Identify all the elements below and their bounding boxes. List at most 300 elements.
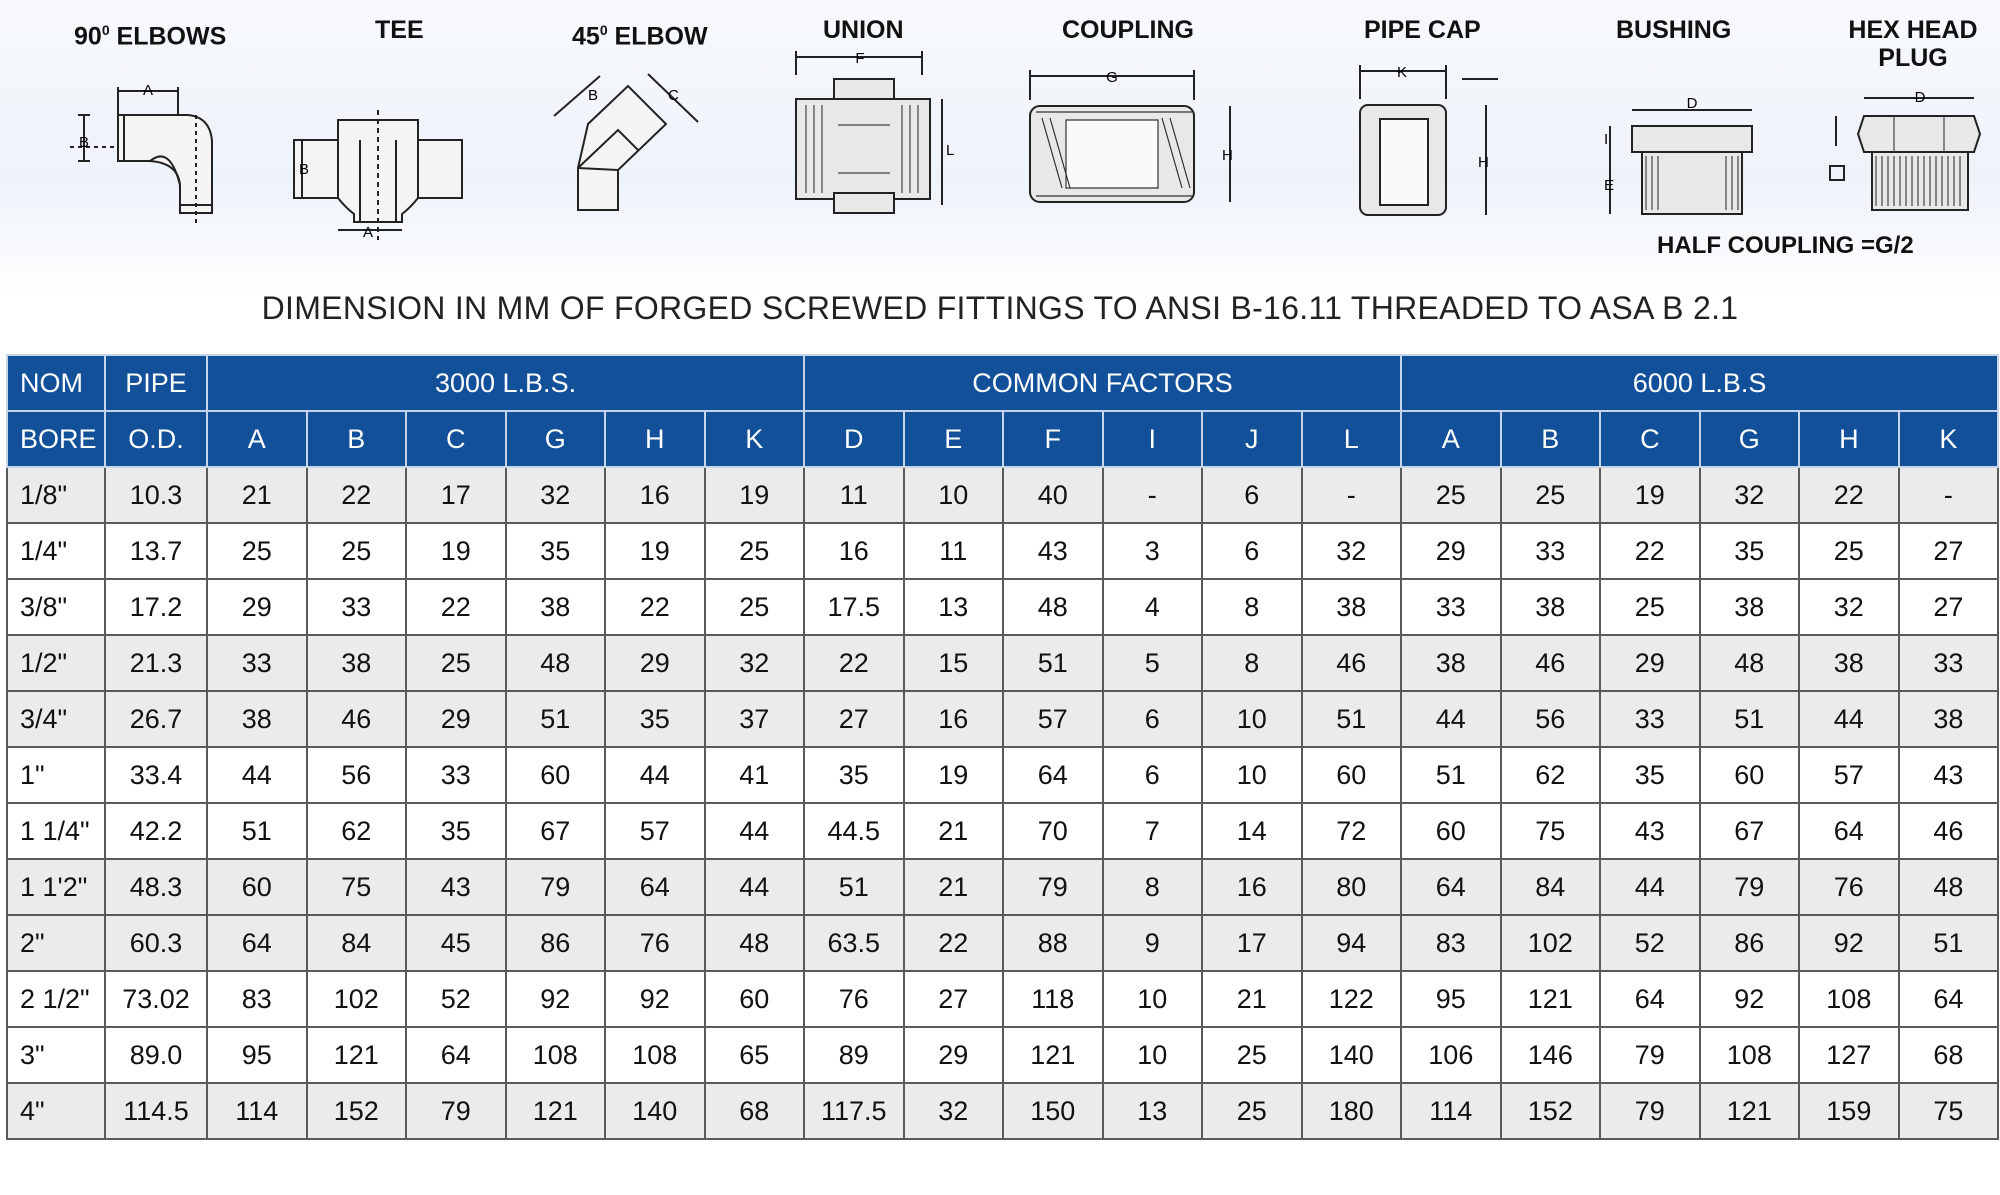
table-body (7, 467, 1998, 1139)
dimension-cell: 25 (406, 635, 506, 691)
dimension-cell: 75 (307, 859, 407, 915)
pipe-od-cell: 10.3 (105, 467, 207, 523)
dimension-cell: 35 (506, 523, 606, 579)
dimension-cell: 51 (1401, 747, 1501, 803)
dimension-cell: 44 (705, 803, 805, 859)
dimension-cell: 25 (705, 523, 805, 579)
bushing-drawing (1582, 92, 1762, 222)
dimension-cell: 64 (1899, 971, 1999, 1027)
dimension-cell: 10 (904, 467, 1004, 523)
dimension-cell: 152 (1501, 1083, 1601, 1139)
dimension-cell: 64 (1401, 859, 1501, 915)
dimension-cell: 17 (406, 467, 506, 523)
dimension-cell: 32 (904, 1083, 1004, 1139)
dimension-cell: 19 (605, 523, 705, 579)
coupling-drawing (1026, 60, 1246, 220)
pipe-cap-drawing (1350, 55, 1510, 225)
dimension-cell: 64 (207, 915, 307, 971)
table-row (7, 747, 1998, 803)
dimension-cell: 38 (1501, 579, 1601, 635)
dimension-cell: 25 (1600, 579, 1700, 635)
dimension-cell: 76 (1799, 859, 1899, 915)
dimension-cell: 10 (1202, 691, 1302, 747)
dimension-cell: 121 (506, 1083, 606, 1139)
column-header: C (1600, 411, 1700, 467)
table-row (7, 635, 1998, 691)
dimension-cell: 25 (1202, 1027, 1302, 1083)
dimension-cell: 64 (406, 1027, 506, 1083)
dimension-cell: 108 (1799, 971, 1899, 1027)
table-row (7, 859, 1998, 915)
dimension-cell: 114 (207, 1083, 307, 1139)
dimension-cell: 114 (1401, 1083, 1501, 1139)
dimension-cell: 35 (1600, 747, 1700, 803)
dimension-cell: 9 (1103, 915, 1203, 971)
dimension-cell: 13 (1103, 1083, 1203, 1139)
dimension-cell: 22 (605, 579, 705, 635)
dimension-cell: 79 (1600, 1083, 1700, 1139)
dimension-cell: 38 (506, 579, 606, 635)
dimension-cell: 46 (1899, 803, 1999, 859)
dimension-cell: 25 (1401, 467, 1501, 523)
dimension-cell: 46 (1501, 635, 1601, 691)
dimension-cell: 51 (1700, 691, 1800, 747)
dimension-cell: 22 (904, 915, 1004, 971)
dimension-cell: 3 (1103, 523, 1203, 579)
dimension-cell: 76 (605, 915, 705, 971)
pipe-od-cell: 13.7 (105, 523, 207, 579)
dimension-cell: 41 (705, 747, 805, 803)
dimension-cell: 95 (1401, 971, 1501, 1027)
dimension-cell: 38 (307, 635, 407, 691)
dimension-cell: 67 (1700, 803, 1800, 859)
dimension-cell: 56 (1501, 691, 1601, 747)
column-header: K (705, 411, 805, 467)
dimension-cell: 92 (506, 971, 606, 1027)
dimension-cell: 10 (1103, 1027, 1203, 1083)
dimension-cell: 32 (1302, 523, 1402, 579)
column-header: E (904, 411, 1004, 467)
dimension-cell: 159 (1799, 1083, 1899, 1139)
dimension-cell: 95 (207, 1027, 307, 1083)
dimension-cell: 70 (1003, 803, 1103, 859)
union-drawing (790, 45, 960, 215)
dimension-cell: 80 (1302, 859, 1402, 915)
dimension-cell: 27 (1899, 523, 1999, 579)
dimension-cell: 38 (1700, 579, 1800, 635)
dimension-cell: 60 (1401, 803, 1501, 859)
dimension-cell: 32 (1799, 579, 1899, 635)
dimension-cell: 60 (705, 971, 805, 1027)
dim-f: F (855, 50, 865, 67)
dimension-cell: 68 (705, 1083, 805, 1139)
column-header: A (1401, 411, 1501, 467)
dimension-cell: 22 (804, 635, 904, 691)
dimension-cell: 57 (1799, 747, 1899, 803)
dimension-cell: 121 (307, 1027, 407, 1083)
dimension-cell: 29 (406, 691, 506, 747)
label-union: UNION (823, 16, 904, 44)
dimension-cell: 22 (307, 467, 407, 523)
dimension-cell: 29 (904, 1027, 1004, 1083)
dimension-cell: 76 (804, 971, 904, 1027)
dimension-cell: 62 (1501, 747, 1601, 803)
dimension-cell: 52 (1600, 915, 1700, 971)
pipe-od-cell: 26.7 (105, 691, 207, 747)
dimension-cell: 32 (506, 467, 606, 523)
dim-h: H (1222, 147, 1233, 164)
dimension-cell: 19 (1600, 467, 1700, 523)
dimension-cell: 15 (904, 635, 1004, 691)
column-header: F (1003, 411, 1103, 467)
dimension-cell: 35 (605, 691, 705, 747)
dim-i: I (1604, 131, 1609, 148)
dimension-cell: 121 (1700, 1083, 1800, 1139)
column-header: H (605, 411, 705, 467)
label-45-elbow: $45^0$ ELBOW (572, 22, 708, 51)
pipe-od-cell: 21.3 (105, 635, 207, 691)
dimension-cell: 25 (705, 579, 805, 635)
dimension-cell: 152 (307, 1083, 407, 1139)
dimension-cell: 37 (705, 691, 805, 747)
dimension-cell: 92 (1700, 971, 1800, 1027)
dimension-cell: 27 (1899, 579, 1999, 635)
dimension-cell: 75 (1899, 1083, 1999, 1139)
dimension-cell: 35 (804, 747, 904, 803)
dimension-cell: 106 (1401, 1027, 1501, 1083)
dimension-cell: 121 (1501, 971, 1601, 1027)
dimension-cell: 72 (1302, 803, 1402, 859)
dimension-cell: 108 (1700, 1027, 1800, 1083)
dimension-cell: 19 (705, 467, 805, 523)
dimension-cell: 68 (1899, 1027, 1999, 1083)
dimension-cell: - (1899, 467, 1999, 523)
column-header: J (1202, 411, 1302, 467)
dimension-cell: 33 (307, 579, 407, 635)
table-row (7, 915, 1998, 971)
dimension-cell: 79 (1700, 859, 1800, 915)
dimension-table (6, 354, 1999, 1140)
dimension-cell: 10 (1202, 747, 1302, 803)
dimension-cell: 48 (1700, 635, 1800, 691)
dimension-cell: 13 (904, 579, 1004, 635)
dimension-cell: 21 (207, 467, 307, 523)
dimension-cell: - (1302, 467, 1402, 523)
dimension-cell: 48 (705, 915, 805, 971)
pipe-od-cell: 73.02 (105, 971, 207, 1027)
dimension-cell: 140 (605, 1083, 705, 1139)
dim-c: C (668, 87, 679, 104)
column-header: C (406, 411, 506, 467)
column-header: K (1899, 411, 1999, 467)
tee-drawing (290, 110, 470, 240)
nom-bore-cell: 1/8" (7, 467, 105, 523)
dim-d: D (1686, 95, 1698, 112)
table-row (7, 971, 1998, 1027)
dim-e: E (1604, 177, 1615, 194)
header-od: O.D. (105, 411, 207, 467)
dimension-cell: 16 (804, 523, 904, 579)
dim-g: G (1106, 69, 1118, 86)
dimension-cell: 29 (207, 579, 307, 635)
dimension-cell: 46 (1302, 635, 1402, 691)
dimension-cell: 38 (1401, 635, 1501, 691)
label-90-elbows: $90^0$ ELBOWS (74, 22, 227, 51)
dimension-cell: 33 (1600, 691, 1700, 747)
dimension-cell: 38 (1899, 691, 1999, 747)
dimension-cell: 127 (1799, 1027, 1899, 1083)
dimension-cell: 146 (1501, 1027, 1601, 1083)
dimension-cell: 16 (904, 691, 1004, 747)
dimension-cell: 60 (207, 859, 307, 915)
label-coupling: COUPLING (1062, 16, 1194, 44)
dimension-cell: 79 (1600, 1027, 1700, 1083)
dimension-cell: 6 (1202, 467, 1302, 523)
dimension-cell: 48 (1899, 859, 1999, 915)
header-group-common: COMMON FACTORS (804, 355, 1401, 411)
pipe-od-cell: 60.3 (105, 915, 207, 971)
dimension-cell: 43 (1003, 523, 1103, 579)
column-header: B (1501, 411, 1601, 467)
dimension-cell: 86 (506, 915, 606, 971)
dimension-cell: 14 (1202, 803, 1302, 859)
dimension-cell: 102 (1501, 915, 1601, 971)
dimension-cell: 83 (1401, 915, 1501, 971)
dimension-cell: 33 (1899, 635, 1999, 691)
dimension-cell: 8 (1103, 859, 1203, 915)
column-header: G (1700, 411, 1800, 467)
dimension-cell: 60 (506, 747, 606, 803)
dimension-cell: 16 (1202, 859, 1302, 915)
dimension-cell: 102 (307, 971, 407, 1027)
dimension-cell: 51 (1302, 691, 1402, 747)
header-group-3000: 3000 L.B.S. (207, 355, 804, 411)
dim-d: D (1914, 89, 1926, 106)
dimension-cell: 44.5 (804, 803, 904, 859)
dimension-cell: 79 (406, 1083, 506, 1139)
nom-bore-cell: 1" (7, 747, 105, 803)
column-header: I (1103, 411, 1203, 467)
dimension-cell: 57 (1003, 691, 1103, 747)
dimension-cell: 38 (1302, 579, 1402, 635)
pipe-od-cell: 48.3 (105, 859, 207, 915)
dimension-cell: 10 (1103, 971, 1203, 1027)
half-coupling-note: HALF COUPLING =G/2 (1657, 232, 1914, 259)
elbow-45-drawing (548, 70, 708, 220)
dimension-cell: 117.5 (804, 1083, 904, 1139)
dimension-cell: 51 (207, 803, 307, 859)
dim-b: B (588, 87, 599, 104)
dimension-cell: 64 (1600, 971, 1700, 1027)
nom-bore-cell: 3/4" (7, 691, 105, 747)
pipe-od-cell: 42.2 (105, 803, 207, 859)
dimension-cell: 88 (1003, 915, 1103, 971)
dimension-cell: 7 (1103, 803, 1203, 859)
dimension-cell: 43 (406, 859, 506, 915)
header-nom: NOM (7, 355, 105, 411)
dimension-cell: 40 (1003, 467, 1103, 523)
dimension-cell: 11 (904, 523, 1004, 579)
table-row (7, 1027, 1998, 1083)
dimension-cell: 108 (605, 1027, 705, 1083)
dim-k: K (1396, 64, 1408, 81)
dimension-cell: 33 (1501, 523, 1601, 579)
dimension-cell: 43 (1600, 803, 1700, 859)
nom-bore-cell: 4" (7, 1083, 105, 1139)
label-pipe-cap: PIPE CAP (1364, 16, 1481, 44)
label-bushing: BUSHING (1616, 16, 1732, 44)
nom-bore-cell: 1 1/4" (7, 803, 105, 859)
dimension-cell: 43 (1899, 747, 1999, 803)
nom-bore-cell: 1/2" (7, 635, 105, 691)
dimension-cell: - (1103, 467, 1203, 523)
dimension-cell: 92 (1799, 915, 1899, 971)
dimension-cell: 45 (406, 915, 506, 971)
dimension-cell: 44 (207, 747, 307, 803)
column-header: L (1302, 411, 1402, 467)
dimension-cell: 56 (307, 747, 407, 803)
dimension-cell: 19 (406, 523, 506, 579)
dimension-cell: 75 (1501, 803, 1601, 859)
dimension-cell: 94 (1302, 915, 1402, 971)
dimension-cell: 32 (705, 635, 805, 691)
column-header: H (1799, 411, 1899, 467)
dim-a: A (362, 224, 374, 240)
table-header (7, 355, 1998, 467)
nom-bore-cell: 3" (7, 1027, 105, 1083)
dimension-cell: 52 (406, 971, 506, 1027)
dimension-cell: 4 (1103, 579, 1203, 635)
dimension-cell: 48 (1003, 579, 1103, 635)
dimension-cell: 46 (307, 691, 407, 747)
dimension-cell: 92 (605, 971, 705, 1027)
dimension-cell: 118 (1003, 971, 1103, 1027)
dimension-cell: 27 (804, 691, 904, 747)
dimension-cell: 33 (1401, 579, 1501, 635)
dim-h: H (1478, 154, 1489, 171)
dimension-cell: 83 (207, 971, 307, 1027)
label-tee: TEE (375, 16, 424, 44)
pipe-od-cell: 17.2 (105, 579, 207, 635)
dimension-cell: 25 (1799, 523, 1899, 579)
dimension-cell: 17.5 (804, 579, 904, 635)
table-row (7, 523, 1998, 579)
dimension-cell: 22 (406, 579, 506, 635)
dimension-cell: 51 (1899, 915, 1999, 971)
column-header: G (506, 411, 606, 467)
dimension-cell: 5 (1103, 635, 1203, 691)
dimension-cell: 79 (1003, 859, 1103, 915)
dimension-cell: 29 (605, 635, 705, 691)
dimension-cell: 51 (506, 691, 606, 747)
hex-plug-drawing (1824, 86, 2000, 216)
dim-b: B (298, 161, 310, 178)
dimension-cell: 64 (1799, 803, 1899, 859)
label-hex-head-plug: HEX HEAD PLUG (1848, 16, 1978, 72)
dimension-cell: 33 (406, 747, 506, 803)
dimension-cell: 29 (1600, 635, 1700, 691)
dimension-cell: 35 (406, 803, 506, 859)
dimension-cell: 180 (1302, 1083, 1402, 1139)
dimension-cell: 38 (1799, 635, 1899, 691)
dimension-cell: 25 (1202, 1083, 1302, 1139)
table-row (7, 1083, 1998, 1139)
dim-a: A (142, 82, 154, 99)
pipe-od-cell: 33.4 (105, 747, 207, 803)
elbow-90-drawing (70, 75, 230, 225)
dimension-cell: 62 (307, 803, 407, 859)
dimension-cell: 60 (1302, 747, 1402, 803)
header-bore: BORE (7, 411, 105, 467)
dimension-cell: 44 (605, 747, 705, 803)
dimension-cell: 79 (506, 859, 606, 915)
dimension-cell: 63.5 (804, 915, 904, 971)
dimension-cell: 8 (1202, 635, 1302, 691)
dimension-cell: 16 (605, 467, 705, 523)
dimension-cell: 44 (1600, 859, 1700, 915)
dimension-cell: 27 (904, 971, 1004, 1027)
dimension-cell: 51 (804, 859, 904, 915)
dimension-cell: 8 (1202, 579, 1302, 635)
nom-bore-cell: 2" (7, 915, 105, 971)
dimension-cell: 6 (1103, 747, 1203, 803)
table-row (7, 579, 1998, 635)
page-title: DIMENSION IN MM OF FORGED SCREWED FITTINGS TO ANSI B-16.11 THREADED TO ASA B 2.1 (261, 290, 1739, 326)
dimension-cell: 22 (1799, 467, 1899, 523)
dimension-cell: 6 (1103, 691, 1203, 747)
nom-bore-cell: 1/4" (7, 523, 105, 579)
dimension-cell: 86 (1700, 915, 1800, 971)
header-pipe: PIPE (105, 355, 207, 411)
table-row (7, 691, 1998, 747)
pipe-od-cell: 114.5 (105, 1083, 207, 1139)
dimension-cell: 44 (1401, 691, 1501, 747)
dimension-cell: 25 (207, 523, 307, 579)
dimension-cell: 84 (1501, 859, 1601, 915)
dimension-cell: 48 (506, 635, 606, 691)
column-header: B (307, 411, 407, 467)
dim-l: L (946, 142, 955, 159)
nom-bore-cell: 1 1'2" (7, 859, 105, 915)
dimension-cell: 21 (904, 803, 1004, 859)
dimension-cell: 11 (804, 467, 904, 523)
dimension-cell: 150 (1003, 1083, 1103, 1139)
dimension-cell: 89 (804, 1027, 904, 1083)
dimension-cell: 121 (1003, 1027, 1103, 1083)
dimension-cell: 67 (506, 803, 606, 859)
dimension-cell: 22 (1600, 523, 1700, 579)
fittings-diagram-strip (0, 0, 2000, 270)
dimension-cell: 38 (207, 691, 307, 747)
pipe-od-cell: 89.0 (105, 1027, 207, 1083)
dimension-cell: 65 (705, 1027, 805, 1083)
table-row (7, 467, 1998, 523)
dimension-cell: 29 (1401, 523, 1501, 579)
dimension-cell: 25 (1501, 467, 1601, 523)
nom-bore-cell: 3/8" (7, 579, 105, 635)
dimension-cell: 51 (1003, 635, 1103, 691)
dimension-cell: 140 (1302, 1027, 1402, 1083)
dimension-cell: 32 (1700, 467, 1800, 523)
dimension-cell: 44 (1799, 691, 1899, 747)
dimension-cell: 44 (705, 859, 805, 915)
dimension-cell: 108 (506, 1027, 606, 1083)
dimension-cell: 60 (1700, 747, 1800, 803)
dimension-cell: 64 (605, 859, 705, 915)
dimension-cell: 19 (904, 747, 1004, 803)
dimension-cell: 84 (307, 915, 407, 971)
dimension-cell: 64 (1003, 747, 1103, 803)
